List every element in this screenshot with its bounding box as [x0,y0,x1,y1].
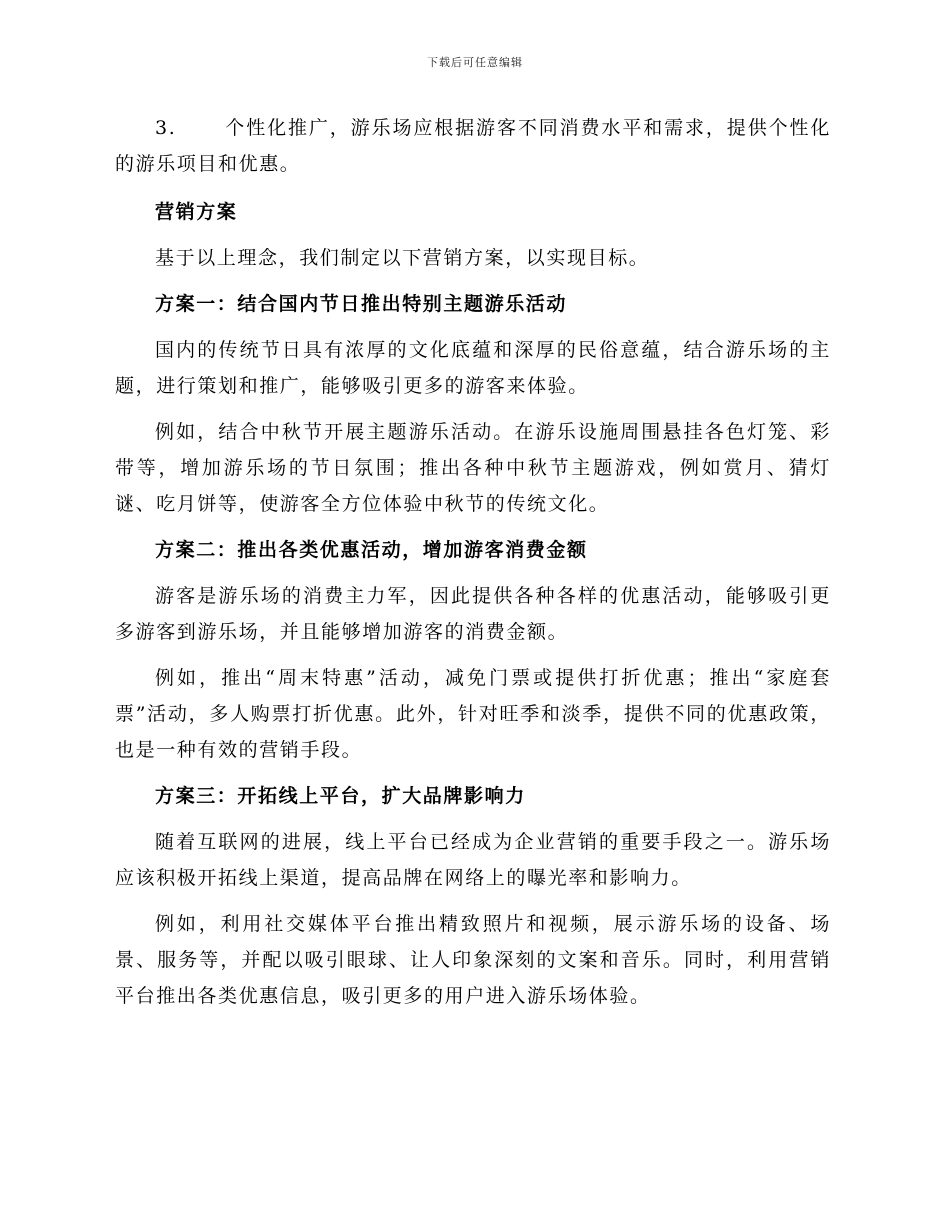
list-item-text: 个性化推广，游乐场应根据游客不同消费水平和需求，提供个性化的游乐项目和优惠。 [115,117,831,175]
plan-2-paragraph-1: 游客是游乐场的消费主力军，因此提供各种各样的优惠活动，能够吸引更多游客到游乐场，并且能够增加游客的消费金额。 [115,585,831,643]
plan-1-heading: 方案一：结合国内节日推出特别主题游乐活动 [155,293,568,315]
list-item-3 [115,110,831,182]
plan-2-heading: 方案二：推出各类优惠活动，增加游客消费金额 [155,539,588,561]
section-intro: 基于以上理念，我们制定以下营销方案，以实现目标。 [155,247,650,269]
plan-1-paragraph-2: 例如，结合中秋节开展主题游乐活动。在游乐设施周围悬挂各色灯笼、彩带等，增加游乐场的节日氛围；推出各种中秋节主题游戏，例如赏月、猜灯谜、吃月饼等，使游客全方位体验中秋节的传统文化。 [115,421,831,515]
plan-3-paragraph-1: 随着互联网的进展，线上平台已经成为企业营销的重要手段之一。游乐场应该积极开拓线上渠道，提高品牌在网络上的曝光率和影响力。 [115,831,831,889]
document-body [115,110,831,1024]
section-heading: 营销方案 [155,201,238,223]
list-number: 3. [155,117,177,139]
plan-3-paragraph-2: 例如，利用社交媒体平台推出精致照片和视频，展示游乐场的设备、场景、服务等，并配以吸引眼球、让人印象深刻的文案和音乐。同时，利用营销平台推出各类优惠信息，吸引更多的用户进入游乐场体验。 [115,913,831,1007]
plan-3-heading: 方案三：开拓线上平台，扩大品牌影响力 [155,785,526,807]
page-header: 下载后可任意编辑 [427,56,523,69]
plan-1-paragraph-1: 国内的传统节日具有浓厚的文化底蕴和深厚的民俗意蕴，结合游乐场的主题，进行策划和推广，能够吸引更多的游客来体验。 [115,339,831,397]
plan-2-paragraph-2: 例如，推出“周末特惠”活动，减免门票或提供打折优惠；推出“家庭套票”活动，多人购票打折优惠。此外，针对旺季和淡季，提供不同的优惠政策，也是一种有效的营销手段。 [115,667,831,761]
